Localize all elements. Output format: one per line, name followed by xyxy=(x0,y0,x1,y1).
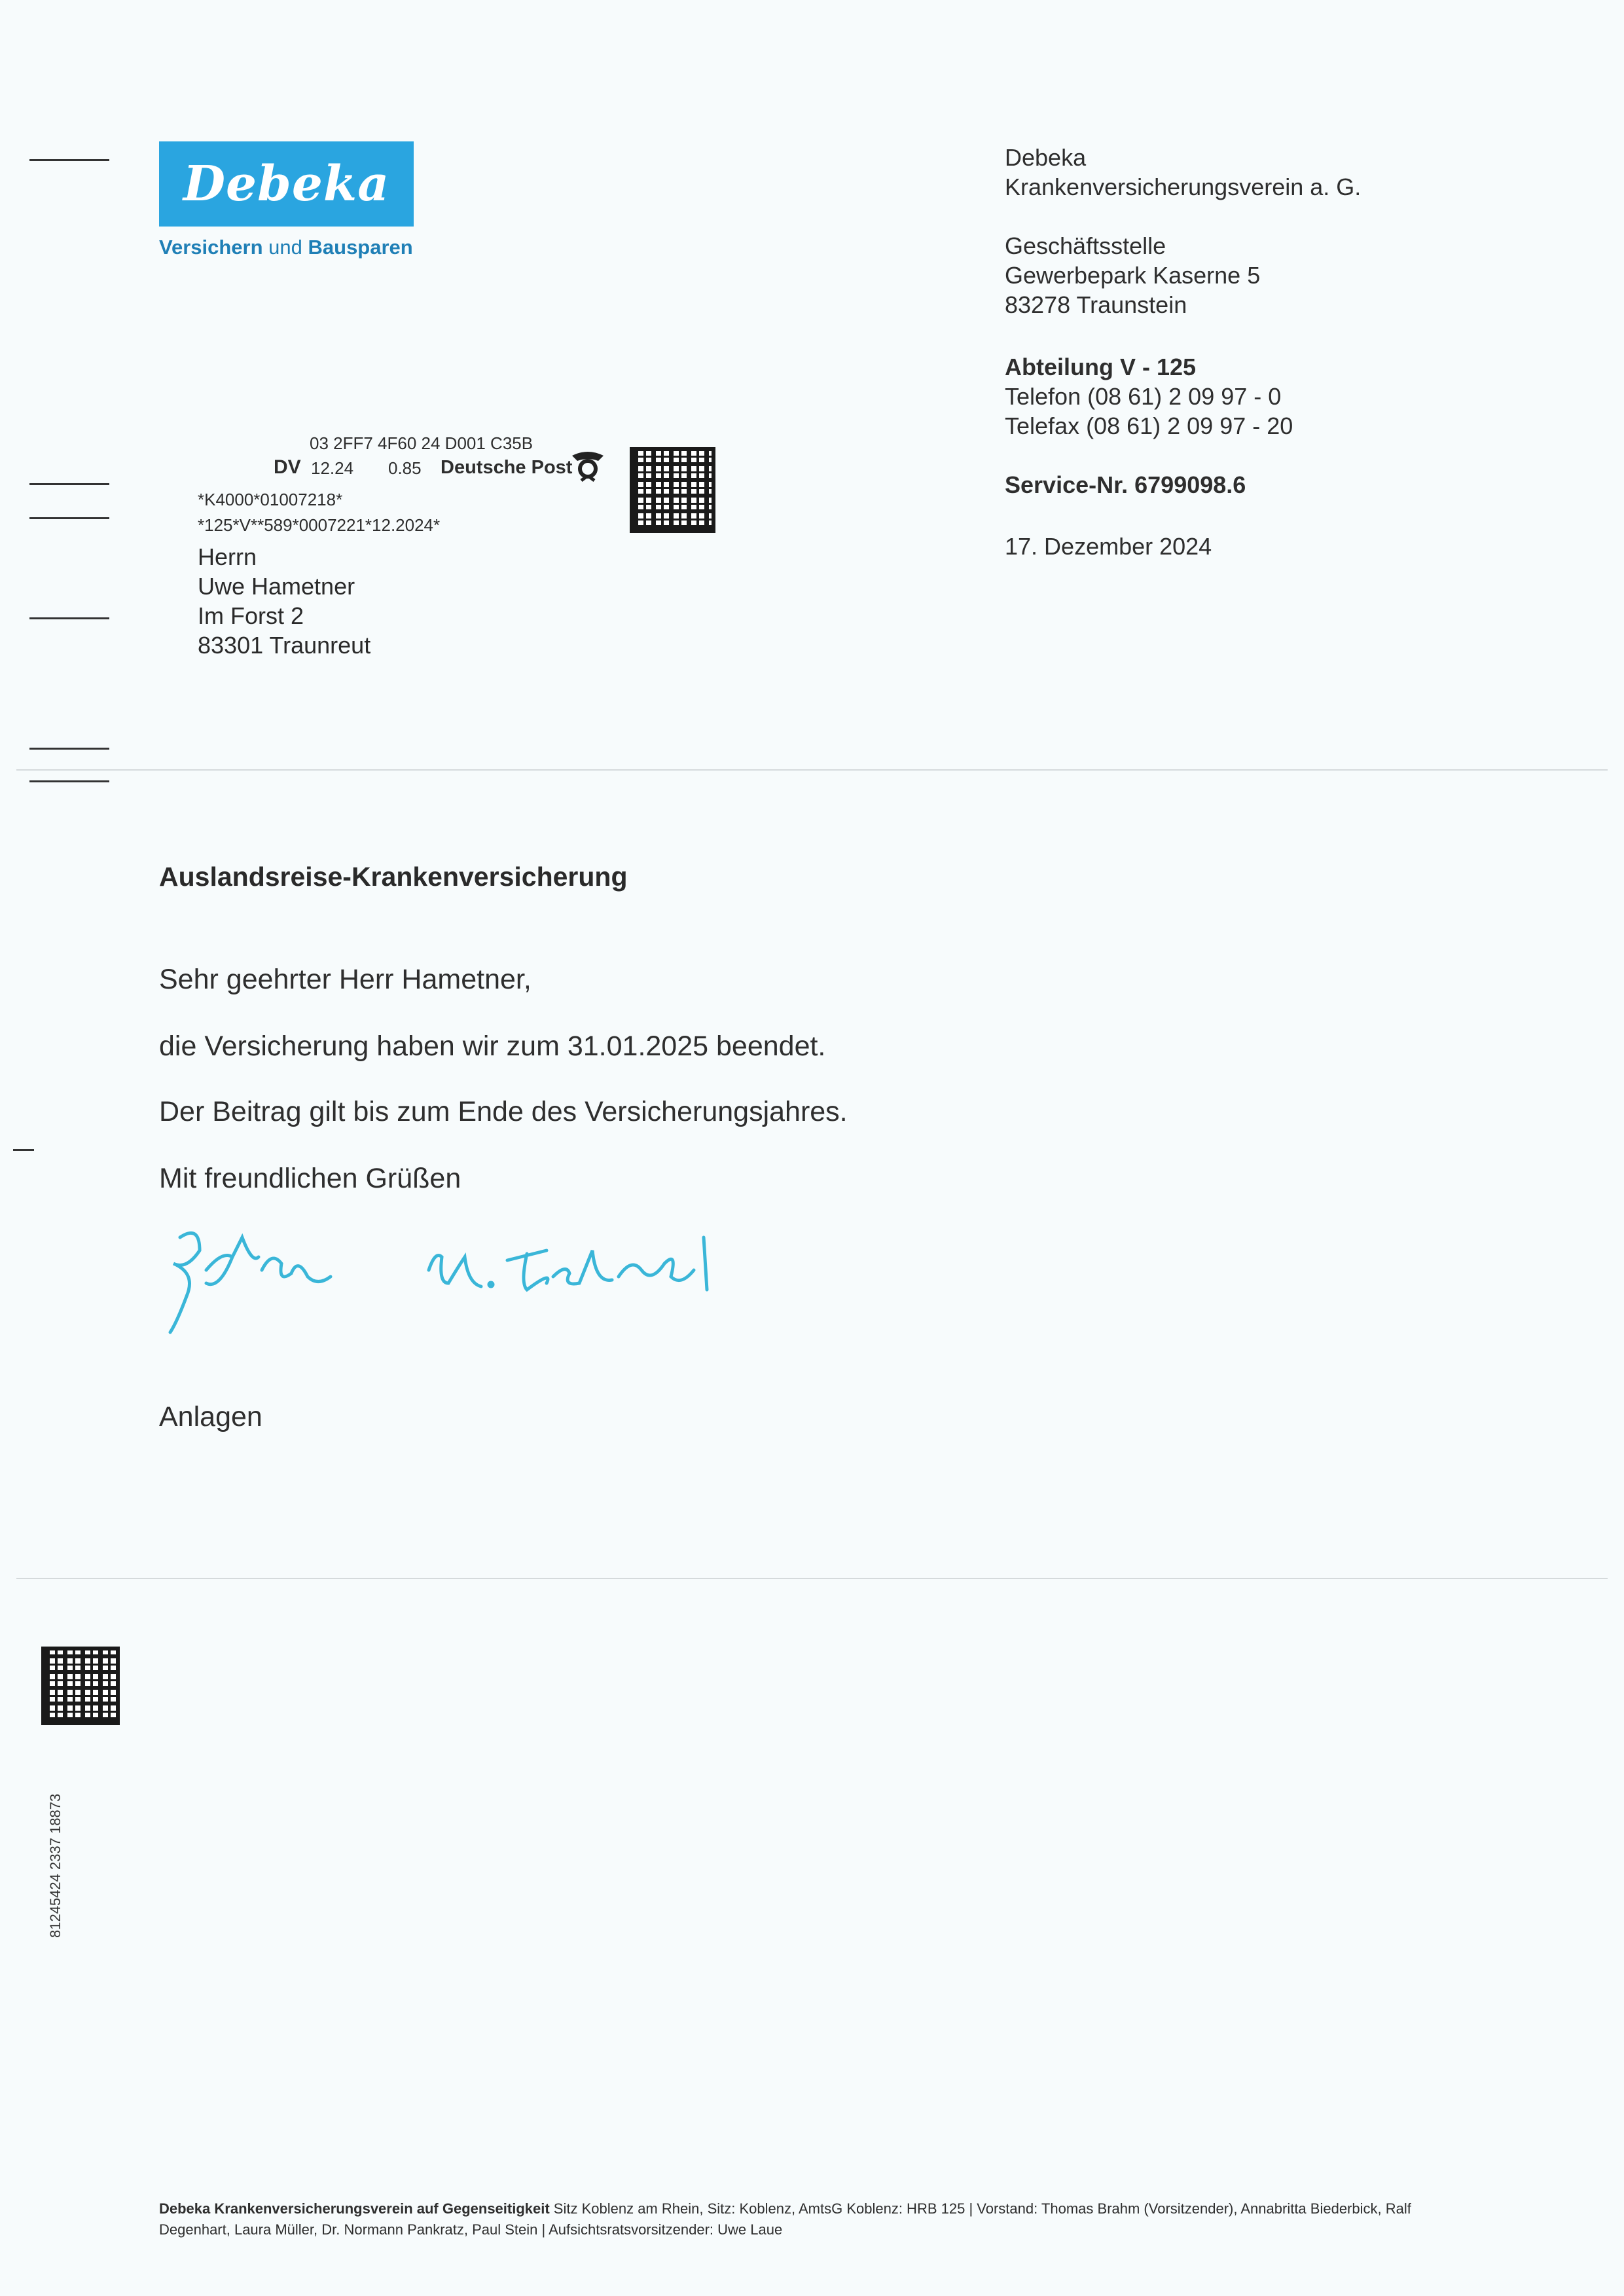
fold-line xyxy=(16,769,1608,771)
sender-street: Gewerbepark Kaserne 5 xyxy=(1005,262,1261,289)
footer-company: Debeka Krankenversicherungsverein auf Gegenseitigkeit xyxy=(159,2200,550,2217)
punch-mark xyxy=(13,1149,34,1151)
signature xyxy=(160,1211,815,1345)
sender-office: Geschäftsstelle xyxy=(1005,232,1166,259)
sender-fax: Telefax (08 61) 2 09 97 - 20 xyxy=(1005,412,1293,439)
sender-phone: Telefon (08 61) 2 09 97 - 0 xyxy=(1005,383,1282,410)
logo-text: Debeka xyxy=(183,156,390,212)
letter-subject: Auslandsreise-Krankenversicherung xyxy=(159,862,628,892)
carrier-name: Deutsche Post xyxy=(441,457,573,478)
legal-footer: Debeka Krankenversicherungsverein auf Gegenseitigkeit Sitz Koblenz am Rhein, Sitz: Koblenz, AmtsG Koblenz: HRB 125 | Vorstand: Thomas Brahm (Vorsitzender), Annabritta Biederbick, Ralf Degenhart, Laura Müller, Dr. Normann Pankratz, Paul Stein | Aufsichtsratsvorsitzender: Uwe Laue xyxy=(159,2200,1411,2238)
footer-supervisory: Aufsichtsratsvorsitzender: Uwe Laue xyxy=(545,2221,783,2238)
recipient-city: 83301 Traunreut xyxy=(198,632,371,659)
letter-greeting: Sehr geehrter Herr Hametner, xyxy=(159,964,532,995)
fold-mark xyxy=(29,617,109,619)
fold-mark xyxy=(29,159,109,161)
sender-org: Krankenversicherungsverein a. G. xyxy=(1005,173,1362,200)
franking-datamatrix xyxy=(630,447,715,533)
footer-seat: Sitz Koblenz am Rhein, Sitz: Koblenz, AmtsG Koblenz: HRB 125 xyxy=(549,2200,969,2217)
sender-department: Abteilung V - 125 xyxy=(1005,354,1197,380)
fold-mark xyxy=(29,748,109,750)
service-number: Service-Nr. 6799098.6 xyxy=(1005,471,1246,498)
footer-board: Vorstand: Thomas Brahm (Vorsitzender), Annabritta Biederbick, Ralf Degenhart, Laura Müller, Dr. Normann Pankratz, Paul Stein xyxy=(159,2200,1411,2238)
letter-closing: Mit freundlichen Grüßen xyxy=(159,1163,461,1194)
logo-tagline: Versichern und Bausparen xyxy=(159,236,413,259)
sender-city: 83278 Traunstein xyxy=(1005,291,1187,318)
fold-mark xyxy=(29,780,109,782)
letter-paragraph: Der Beitrag gilt bis zum Ende des Versicherungsjahres. xyxy=(159,1096,848,1127)
franking-date: 12.24 xyxy=(311,458,354,478)
posthorn-icon xyxy=(569,449,606,485)
document-side-code: 81245424 2337 18873 xyxy=(47,1793,63,1938)
recipient-code-2: *125*V**589*0007221*12.2024* xyxy=(198,515,441,535)
recipient-code-1: *K4000*01007218* xyxy=(198,490,343,509)
franking-amount: 0.85 xyxy=(388,458,422,478)
fold-line xyxy=(16,1578,1608,1579)
sender-name: Debeka xyxy=(1005,144,1087,171)
recipient-street: Im Forst 2 xyxy=(198,602,304,629)
fold-mark xyxy=(29,517,109,519)
recipient-name: Uwe Hametner xyxy=(198,573,355,600)
attachments-label: Anlagen xyxy=(159,1401,262,1432)
letter-paragraph: die Versicherung haben wir zum 31.01.2025 beendet. xyxy=(159,1030,826,1062)
document-datamatrix xyxy=(41,1647,120,1725)
debeka-logo xyxy=(159,141,414,227)
recipient-salutation: Herrn xyxy=(198,543,257,570)
letter-date: 17. Dezember 2024 xyxy=(1005,533,1212,560)
franking-code: 03 2FF7 4F60 24 D001 C35B xyxy=(310,433,533,453)
franking-dv: DV xyxy=(274,456,301,478)
fold-mark xyxy=(29,483,109,485)
